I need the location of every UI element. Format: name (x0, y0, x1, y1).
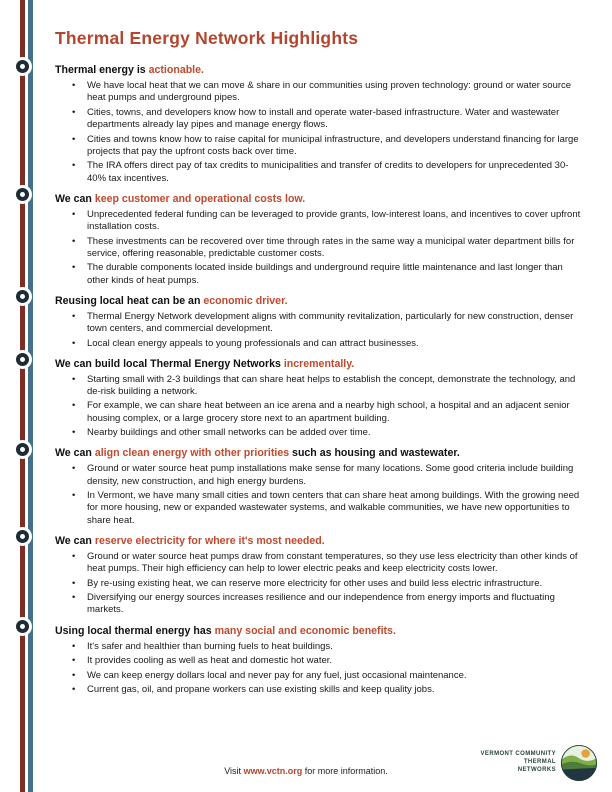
section-heading (55, 535, 589, 547)
section (55, 193, 589, 287)
heading-text: such as housing and wastewater. (289, 447, 460, 460)
bullet-item (55, 374, 589, 398)
bullet-text: These investments can be recovered over time through rates in the same way a municipal water department bills for service, offering reasonable, predictable customer costs. (87, 235, 575, 259)
section-heading (55, 64, 589, 76)
bullet-item (55, 338, 589, 350)
bullet-text: Ground or water source heat pumps draw from constant temperatures, so they use less electricity than other kinds of heat pumps. Their high efficiency can help to lower electric peaks and keep electricity costs lower. (87, 550, 578, 574)
bullet-text: Ground or water source heat pump installations make sense for many locations. Some good criteria include building density, new construction, and high energy burdens. (87, 463, 574, 487)
heading-highlight: incrementally. (283, 357, 355, 370)
bullet-text: In Vermont, we have many small cities and town centers that can share heat among buildings. With the growing need for more housing, new or expanded wastewater systems, and walkable communities, we have new opportunities to share heat. (87, 490, 580, 526)
bullet-list (55, 463, 589, 526)
bullet-item (55, 209, 589, 233)
bullet-item (55, 427, 589, 439)
bullet-text: We can keep energy dollars local and never pay for any fuel, just occasional maintenance. (87, 669, 467, 681)
bullet-text: Local clean energy appeals to young professionals and can attract businesses. (87, 337, 419, 349)
bullet-item (55, 107, 589, 131)
bullet-text: The IRA offers direct pay of tax credits to municipalities and transfer of credits to developers for unprecedented 30-40% tax incentives. (87, 160, 569, 184)
heading-text: We can (55, 534, 95, 547)
bullet-dot: • (72, 373, 76, 385)
bullet-list (55, 641, 589, 697)
bullet-text: Cities, towns, and developers know how to install and operate water-based infrastructure. Water and wastewater departments already lay pipes and manage energy flows. (87, 106, 560, 130)
bullet-text: We have local heat that we can move & share in our communities using proven technology: ground or water source heat pumps and underground pipes. (87, 80, 572, 104)
heading-highlight: reserve electricity for where it's most needed. (94, 534, 325, 547)
footer-text-prefix: Visit (224, 766, 244, 776)
heading-highlight: align clean energy with other priorities (94, 447, 290, 460)
bullet-text: Thermal Energy Network development aligns with community revitalization, particularly for new construction, denser town centers, and commercial development. (87, 310, 574, 334)
section-heading (55, 295, 589, 307)
bullet-text: Nearby buildings and other small networks can be added over time. (87, 427, 371, 439)
rail-connector-ring (16, 443, 29, 456)
bullet-text: Current gas, oil, and propane workers can use existing skills and keep quality jobs. (87, 684, 435, 696)
bullet-dot: • (72, 310, 76, 322)
bullet-list (55, 209, 589, 287)
bullet-text: Unprecedented federal funding can be leveraged to provide grants, low-interest loans, and incentives to cover upfront installation costs. (87, 208, 581, 232)
heading-text: We can (55, 447, 95, 460)
bullet-text: By re-using existing heat, we can reserve more electricity for other uses and build less electric infrastructure. (87, 577, 543, 589)
section-heading (55, 358, 589, 370)
bullet-dot: • (72, 550, 76, 562)
bullet-list (55, 374, 589, 440)
bullet-item (55, 236, 589, 260)
bullet-dot: • (72, 577, 76, 589)
heading-text: Using local thermal energy has (55, 624, 215, 637)
heading-highlight: actionable. (148, 64, 204, 76)
section (55, 625, 589, 697)
page-title: Thermal Energy Network Highlights (55, 28, 359, 48)
section (55, 295, 589, 350)
bullet-text: Cities and towns know how to raise capital for municipal infrastructure, and developers understand financing for large projects that pay the upfront costs back over time. (87, 133, 579, 157)
bullet-list (55, 551, 589, 617)
heading-text: We can build local Thermal Energy Networks (55, 357, 284, 370)
heading-text: Reusing local heat can be an (55, 294, 204, 307)
bullet-text: Diversifying our energy sources increases resilience and our independence from energy imports and fluctuating markets. (87, 592, 555, 616)
heading-text: We can (55, 192, 95, 205)
bullet-list (55, 311, 589, 350)
section-heading (55, 447, 589, 459)
vctn-logo-icon (560, 744, 598, 782)
bullet-item (55, 578, 589, 590)
bullet-text: The durable components located inside buildings and underground require little maintenance and last longer than other kinds of heat pumps. (87, 262, 563, 286)
heading-highlight: economic driver. (203, 294, 288, 307)
logo-wordmark (481, 751, 556, 774)
bullet-dot: • (72, 262, 76, 274)
section-heading (55, 625, 589, 637)
bullet-item (55, 80, 589, 104)
bullet-dot: • (72, 684, 76, 696)
rail-blue-pipe (28, 0, 33, 792)
heading-highlight: keep customer and operational costs low. (94, 192, 306, 205)
bullet-dot: • (72, 133, 76, 145)
bullet-dot: • (72, 463, 76, 475)
heading-highlight: many social and economic benefits. (214, 624, 396, 637)
bullet-dot: • (72, 427, 76, 439)
section (55, 535, 589, 617)
bullet-dot: • (72, 160, 76, 172)
bullet-text: It's safer and healthier than burning fuels to heat buildings. (87, 640, 333, 652)
content-area (55, 28, 589, 705)
bullet-item (55, 490, 589, 526)
bullet-item (55, 311, 589, 335)
footer-text-suffix: for more information. (302, 766, 388, 776)
bullet-item (55, 160, 589, 184)
bullet-item (55, 592, 589, 616)
bullet-dot: • (72, 106, 76, 118)
bullet-dot: • (72, 592, 76, 604)
bullet-dot: • (72, 655, 76, 667)
sections-container (55, 64, 589, 697)
vctn-logo (481, 744, 598, 782)
section (55, 64, 589, 185)
logo-text-line: NETWORKS (517, 766, 556, 773)
bullet-dot: • (72, 490, 76, 502)
section-heading (55, 193, 589, 205)
section (55, 447, 589, 526)
logo-text-line: THERMAL (523, 759, 556, 766)
bullet-item (55, 641, 589, 653)
bullet-list (55, 80, 589, 185)
bullet-item (55, 684, 589, 696)
vctn-link[interactable]: www.vctn.org (243, 766, 303, 776)
bullet-item (55, 551, 589, 575)
bullet-text: It provides cooling as well as heat and domestic hot water. (87, 655, 333, 667)
bullet-text: Starting small with 2-3 buildings that can share heat helps to establish the concept, demonstrate the technology, and de-risk building a network. (87, 373, 576, 397)
bullet-item (55, 463, 589, 487)
bullet-item (55, 134, 589, 158)
rail-connector-ring (16, 60, 29, 73)
section (55, 358, 589, 440)
bullet-dot: • (72, 400, 76, 412)
heading-text: Thermal energy is (55, 64, 149, 76)
bullet-dot: • (72, 640, 76, 652)
bullet-text: For example, we can share heat between an ice arena and a nearby high school, a hospital and an adjacent senior housing complex, or a large grocery store next to an apartment building. (87, 400, 570, 424)
bullet-dot: • (72, 337, 76, 349)
logo-text-line: VERMONT COMMUNITY (480, 751, 556, 758)
bullet-dot: • (72, 235, 76, 247)
bullet-item (55, 655, 589, 667)
bullet-item (55, 400, 589, 424)
bullet-dot: • (72, 80, 76, 91)
rail-connector-ring (16, 620, 29, 633)
bullet-dot: • (72, 669, 76, 681)
bullet-item (55, 262, 589, 286)
bullet-dot: • (72, 208, 76, 220)
rail-maroon-pipe (20, 0, 25, 792)
bullet-item (55, 670, 589, 682)
